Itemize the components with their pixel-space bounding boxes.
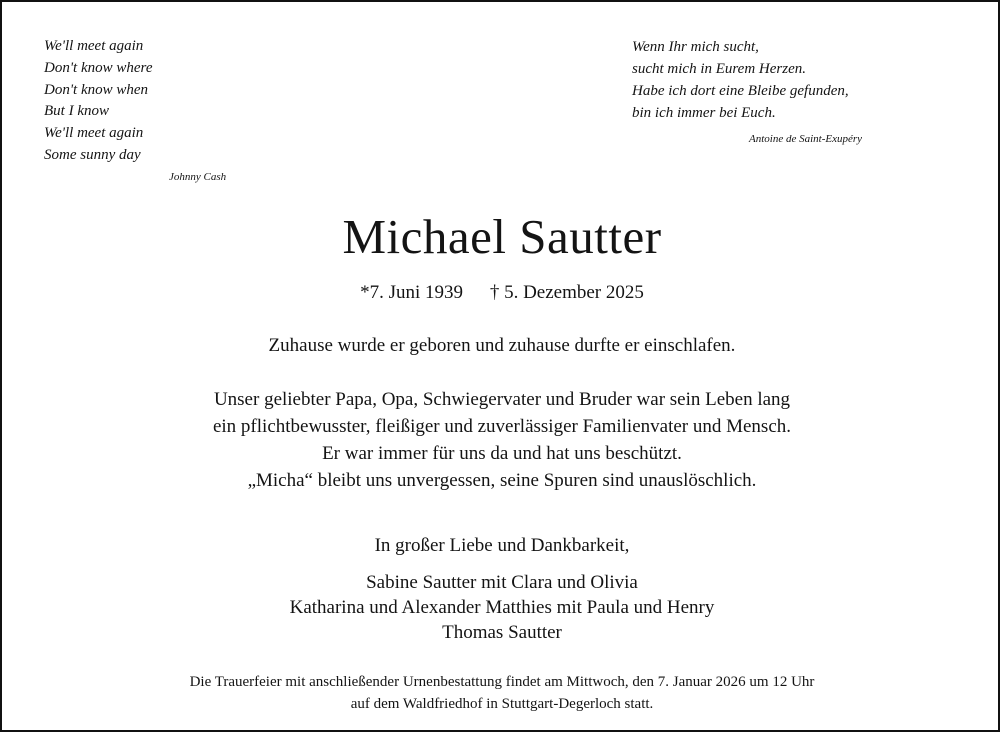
quote-left-line: But I know [44, 103, 109, 120]
intro-line: Zuhause wurde er geboren und zuhause durfte er einschlafen. [268, 335, 736, 356]
mourner-line: Sabine Sautter mit Clara und Olivia [366, 572, 638, 593]
quote-right-line: Wenn Ihr mich sucht, [632, 39, 759, 55]
quote-left-line: We'll meet again [44, 38, 144, 54]
quote-right-line: Habe ich dort eine Bleibe gefunden, [632, 83, 849, 99]
birth-date: *7. Juni 1939 [360, 282, 464, 303]
closing-line: In großer Liebe und Dankbarkeit, [374, 535, 630, 556]
intro-text [2, 332, 1000, 359]
mourner-line: Katharina und Alexander Matthies mit Paula und Henry [289, 597, 715, 618]
quote-right [632, 36, 863, 145]
mourner-line: Thomas Sautter [442, 622, 562, 643]
ceremony-notice [2, 671, 1000, 715]
quote-right-line: bin ich immer bei Euch. [632, 105, 776, 121]
quote-left-line: We'll meet again [44, 125, 144, 142]
quote-left-line: Don't know where [44, 59, 153, 76]
tribute-line: Unser geliebter Papa, Opa, Schwiegervater und Bruder war sein Leben lang [213, 389, 791, 410]
tribute-line: ein pflichtbewusster, fleißiger und zuverlässiger Familienvater und Mensch. [212, 416, 792, 437]
quote-right-author: Antoine de Saint-Exupéry [749, 133, 863, 145]
quote-left [44, 36, 227, 183]
quote-right-line: sucht mich in Eurem Herzen. [632, 61, 806, 77]
quote-left-line: Some sunny day [44, 146, 141, 163]
quote-left-author: Johnny Cash [169, 171, 227, 183]
deceased-name: Michael Sautter [342, 209, 662, 264]
closing-text [2, 532, 1000, 559]
ceremony-line: Die Trauerfeier mit anschließender Urnenbestattung findet am Mittwoch, den 7. Januar 2026 um 12 Uhr [189, 674, 815, 690]
death-date: † 5. Dezember 2025 [489, 282, 644, 303]
tribute-text [2, 386, 1000, 494]
mourners-list [2, 570, 1000, 645]
quote-left-line: Don't know when [44, 81, 149, 98]
life-dates [2, 282, 1000, 304]
tribute-line: „Micha“ bleibt uns unvergessen, seine Spuren sind unauslöschlich. [247, 470, 757, 491]
ceremony-line: auf dem Waldfriedhof in Stuttgart-Degerloch statt. [350, 696, 654, 712]
tribute-line: Er war immer für uns da und hat uns beschützt. [322, 443, 682, 464]
